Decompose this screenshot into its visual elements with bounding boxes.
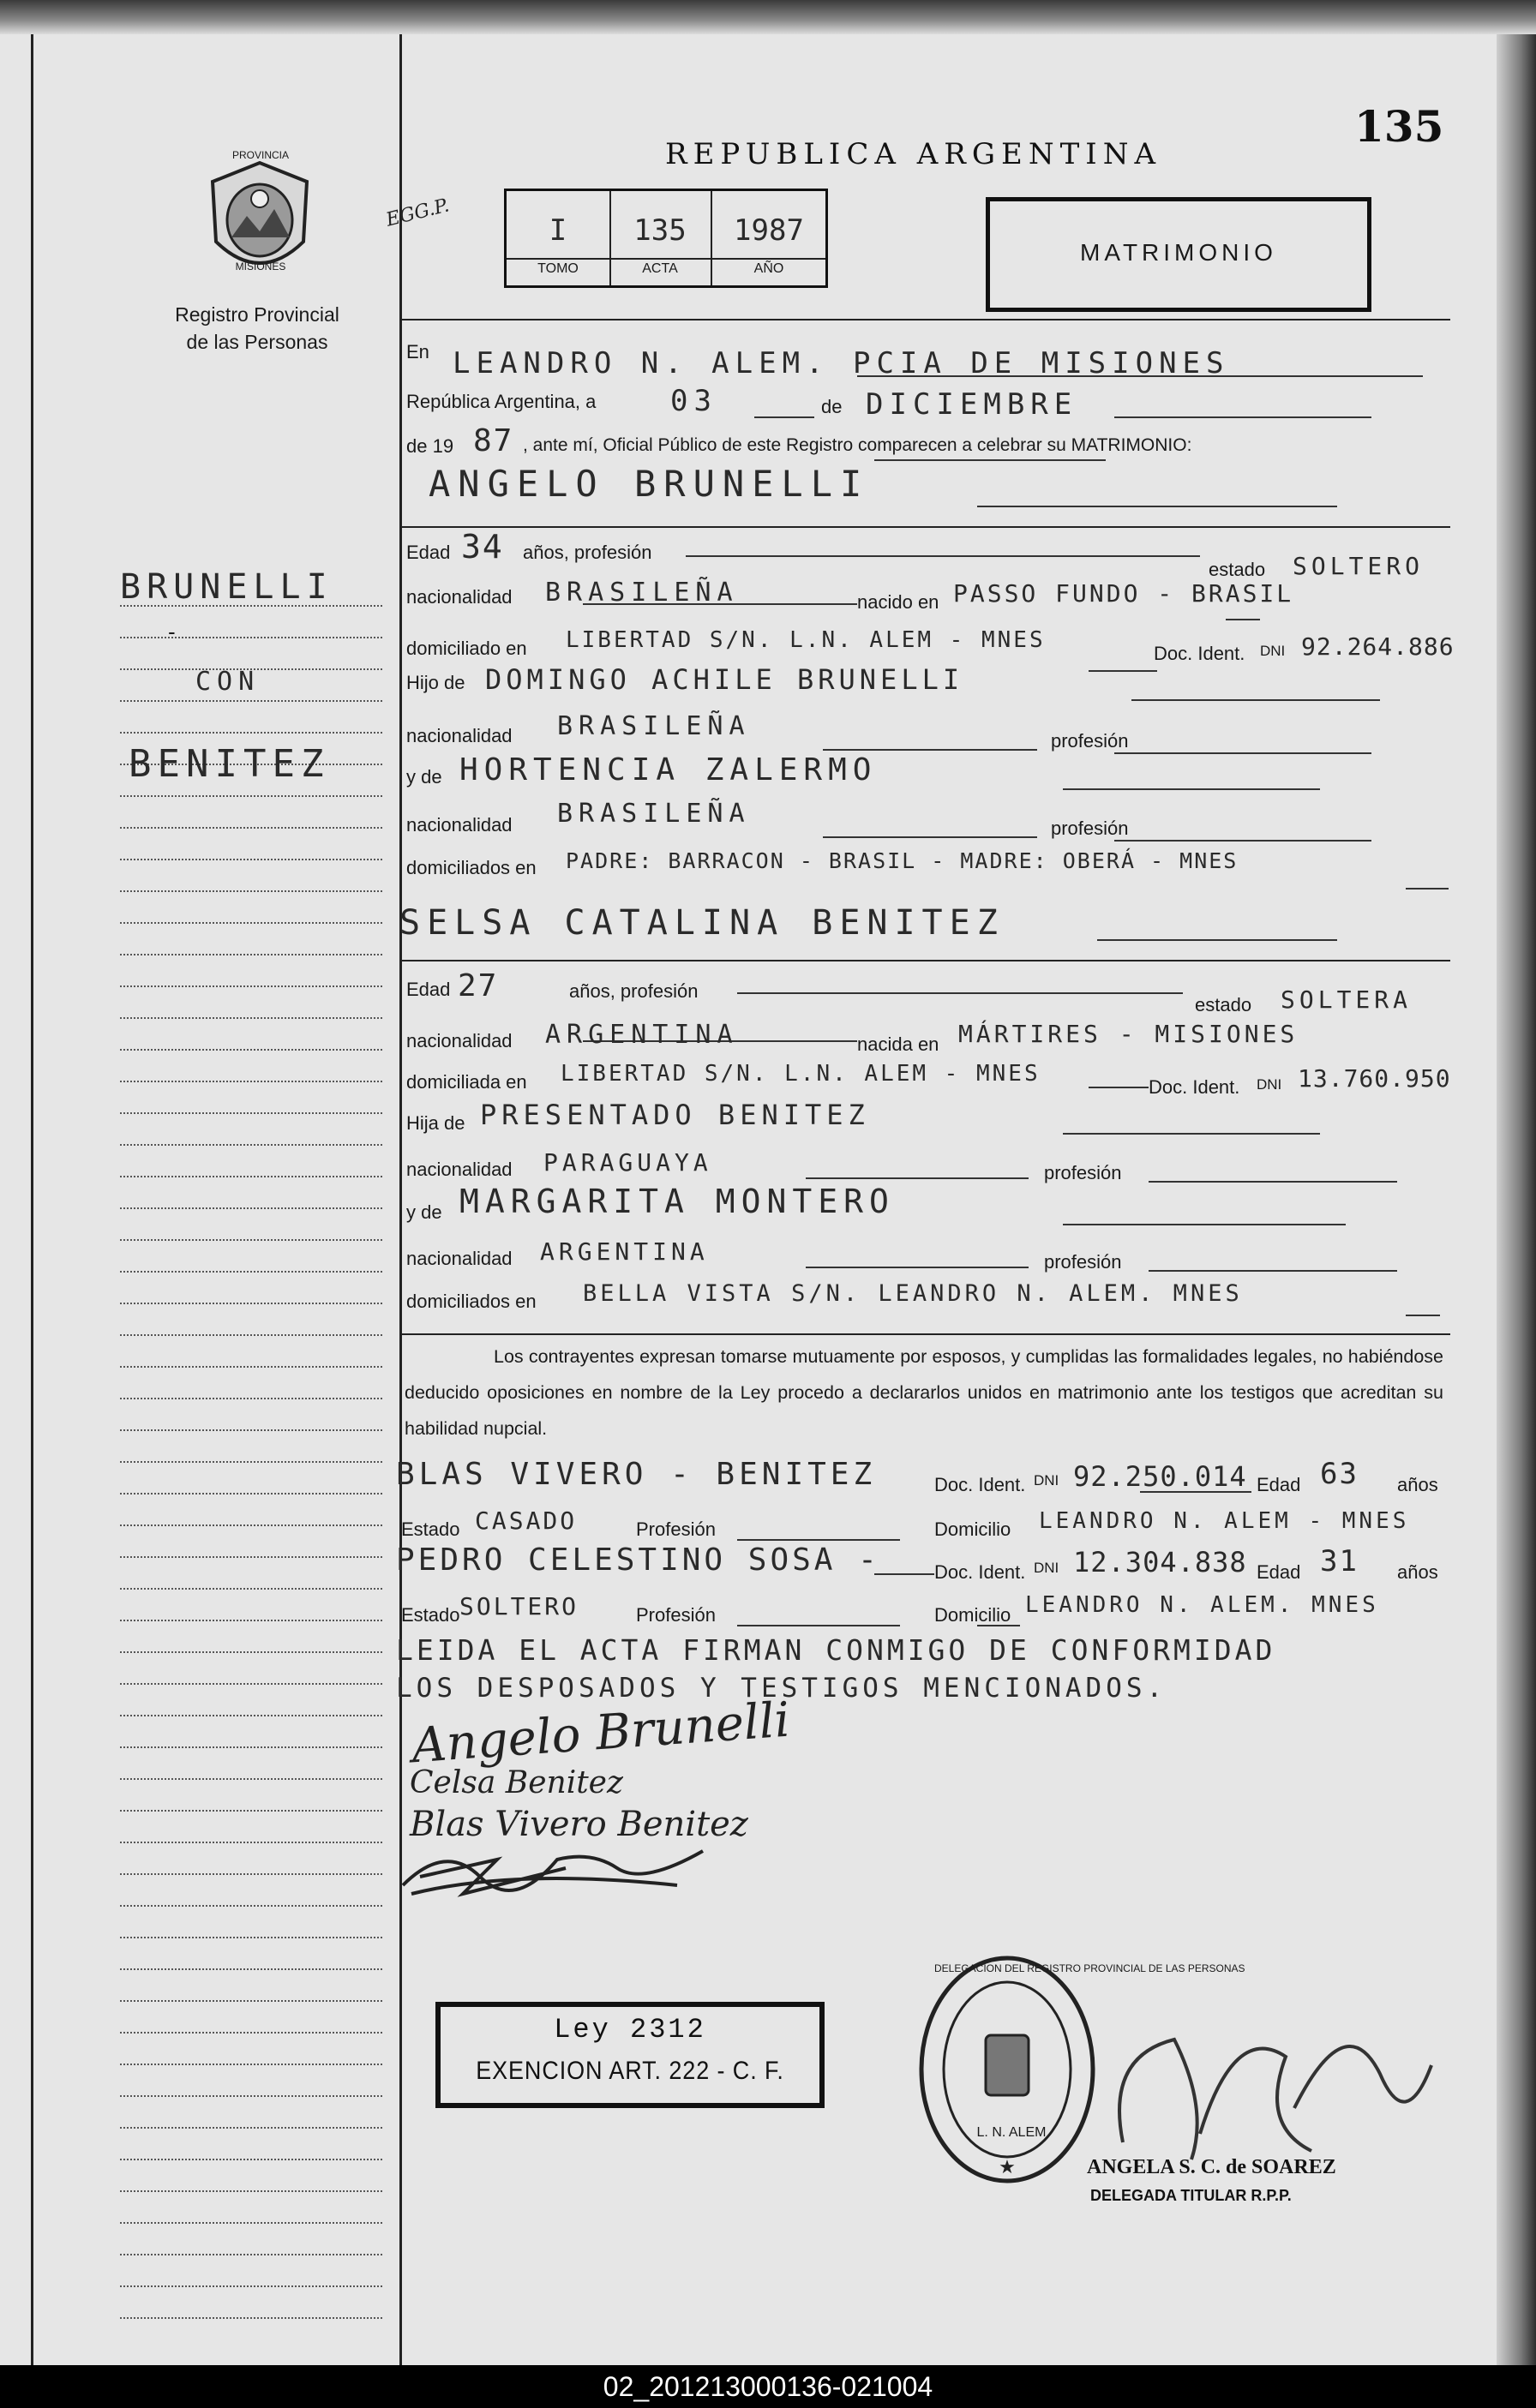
bride-yde-label: y de [406, 1201, 442, 1223]
groom-madre-profesion-label: profesión [1051, 818, 1129, 839]
groom-nacionalidad-label: nacionalidad [406, 586, 513, 608]
bride-padre-nac-label: nacionalidad [406, 1159, 513, 1180]
bride-doc-label: Doc. Ident. [1149, 1076, 1240, 1098]
form-underline [874, 1573, 934, 1575]
country-header: REPUBLICA ARGENTINA [665, 137, 1162, 171]
seal-bottom-text: MISIONES [235, 261, 286, 273]
witness1-domicilio-label: Domicilio [934, 1518, 1011, 1540]
bride-edad-label: Edad [406, 979, 451, 1000]
signature-bride: Celsa Benitez [410, 1765, 623, 1800]
form-underline [874, 459, 1106, 461]
ledger-line [120, 1968, 382, 1970]
groom-name: ANGELO BRUNELLI [429, 463, 870, 505]
groom-domiciliado-label: domiciliado en [406, 638, 527, 659]
bride-padres-domicilio: BELLA VISTA S/N. LEANDRO N. ALEM. MNES [583, 1280, 1243, 1307]
form-underline [1063, 1224, 1346, 1225]
ledger-line [120, 1334, 382, 1336]
form-underline [977, 506, 1337, 507]
ledger-line [120, 700, 382, 702]
ledger-line [120, 890, 382, 892]
bride-hija-label: Hija de [406, 1112, 465, 1134]
month-value: DICIEMBRE [866, 387, 1078, 422]
witness2-anos-label: años [1397, 1561, 1438, 1583]
header-divider [399, 319, 1450, 320]
witness1-edad-label: Edad [1257, 1474, 1301, 1495]
witness1-doc: 92.250.014 [1073, 1460, 1247, 1493]
bride-nacida-label: nacida en [857, 1033, 939, 1055]
ledger-line [120, 1620, 382, 1621]
bride-nacida-en: MÁRTIRES - MISIONES [958, 1020, 1299, 1048]
bride-domicilio: LIBERTAD S/N. L.N. ALEM - MNES [561, 1061, 1041, 1087]
ledger-line [120, 1524, 382, 1526]
ledger-line [120, 2032, 382, 2034]
en-label: En [406, 341, 429, 362]
form-underline [1114, 416, 1371, 418]
groom-padre-nac: BRASILEÑA [557, 711, 751, 741]
witness2-estado-label: Estado [401, 1604, 460, 1626]
groom-divider [399, 960, 1450, 961]
ledger-line [120, 1810, 382, 1812]
form-underline [806, 1177, 1029, 1179]
groom-doc-label: Doc. Ident. [1154, 643, 1245, 664]
margin-bride-surname: BENITEZ [129, 742, 330, 786]
ledger-line [120, 954, 382, 955]
bride-padre-profesion-label: profesión [1044, 1162, 1122, 1183]
svg-text:★: ★ [999, 2156, 1016, 2177]
year-value: 87 [473, 423, 514, 458]
witness2-estado: SOLTERO [459, 1592, 579, 1620]
witness2-edad-label: Edad [1257, 1561, 1301, 1583]
ledger-line [120, 859, 382, 860]
witness2-age: 31 [1320, 1544, 1359, 1578]
form-underline [806, 1267, 1029, 1268]
groom-padres-domicilio: PADRE: BARRACON - BRASIL - MADRE: OBERÁ - MNES [566, 848, 1239, 873]
margin-groom-surname: BRUNELLI [120, 567, 333, 607]
witness2-doc-label: Doc. Ident. [934, 1561, 1026, 1583]
form-underline [1114, 840, 1371, 842]
form-underline [1226, 619, 1260, 620]
groom-madre: HORTENCIA ZALERMO [459, 752, 878, 788]
witness2-doc-type: DNI [1034, 1560, 1059, 1576]
registry-name-line2: de las Personas [186, 331, 328, 353]
ledger-line [120, 1778, 382, 1780]
bride-estado: SOLTERA [1281, 985, 1413, 1014]
ledger-line [120, 2317, 382, 2319]
witness1-estado-label: Estado [401, 1518, 460, 1540]
bride-name: SELSA CATALINA BENITEZ [399, 903, 1005, 943]
form-underline [737, 1539, 900, 1541]
tomo-value: I [549, 213, 567, 248]
groom-domiciliados-label: domiciliados en [406, 857, 537, 878]
round-seal-center: L. N. ALEM [976, 2125, 1047, 2140]
form-underline [823, 749, 1037, 751]
left-margin-line [31, 34, 33, 2365]
bride-madre-nac: ARGENTINA [540, 1237, 709, 1266]
intro-statement: , ante mí, Oficial Público de este Registro comparecen a celebrar su MATRIMONIO: [523, 435, 1192, 455]
ledger-line [120, 2285, 382, 2287]
ledger-line [120, 1905, 382, 1907]
groom-domicilio: LIBERTAD S/N. L.N. ALEM - MNES [566, 627, 1046, 653]
bride-nacionalidad-label: nacionalidad [406, 1030, 513, 1051]
bride-madre-profesion-label: profesión [1044, 1251, 1122, 1273]
ledger-line [120, 1271, 382, 1273]
page-number: 135 [1354, 101, 1444, 152]
witness1-name: BLAS VIVERO - BENITEZ [396, 1457, 877, 1492]
form-underline [1406, 888, 1449, 890]
bride-padre: PRESENTADO BENITEZ [480, 1099, 870, 1131]
ledger-line [120, 1398, 382, 1399]
ledger-line [120, 1937, 382, 1938]
scan-id-footer: 02_201213000136-021004 [0, 2365, 1536, 2408]
ledger-line [120, 1239, 382, 1241]
bride-madre-nac-label: nacionalidad [406, 1248, 513, 1269]
official-name: ANGELA S. C. de SOAREZ [1087, 2156, 1336, 2178]
tomo-label: TOMO [537, 261, 579, 276]
form-underline [737, 992, 1183, 994]
ledger-line [120, 827, 382, 829]
groom-anos-profesion-label: años, profesión [523, 542, 652, 563]
witness2-doc: 12.304.838 [1073, 1546, 1247, 1578]
ledger-line [120, 732, 382, 734]
witness2-domicilio-label: Domicilio [934, 1604, 1011, 1626]
column-divider [399, 34, 402, 2365]
registry-name-line1: Registro Provincial [175, 303, 339, 326]
ledger-line [120, 637, 382, 638]
bride-age: 27 [458, 968, 499, 1003]
form-underline [1097, 939, 1337, 941]
ledger-line [120, 2254, 382, 2255]
ledger-line [120, 1461, 382, 1463]
ledger-line [120, 2064, 382, 2065]
witness1-estado: CASADO [475, 1506, 578, 1535]
form-underline [1131, 699, 1380, 701]
ley-stamp [435, 2002, 825, 2108]
groom-estado-label: estado [1209, 559, 1266, 580]
margin-dash: - [168, 619, 176, 644]
de-label: de [821, 396, 843, 417]
ledger-line [120, 1746, 382, 1748]
form-underline [686, 555, 1200, 557]
ledger-line [120, 1144, 382, 1146]
form-underline [1406, 1315, 1440, 1316]
ledger-line [120, 2159, 382, 2160]
bride-padre-nac: PARAGUAYA [543, 1148, 712, 1177]
bride-estado-label: estado [1195, 994, 1252, 1015]
ley-line2: EXENCION ART. 222 - C. F. [476, 2057, 784, 2085]
ledger-line [120, 1683, 382, 1685]
form-underline [754, 416, 814, 418]
round-seal-ring-text: DELEGACION DEL REGISTRO PROVINCIAL DE LAS PERSONAS [934, 1962, 1245, 1974]
groom-padre-nac-label: nacionalidad [406, 725, 513, 746]
ledger-line [120, 1493, 382, 1495]
ledger-line [120, 1429, 382, 1431]
groom-estado: SOLTERO [1293, 552, 1425, 580]
ledger-line [120, 2190, 382, 2192]
ledger-line [120, 1715, 382, 1716]
form-underline [1149, 1270, 1397, 1272]
groom-nacido-label: nacido en [857, 591, 939, 613]
witness1-doc-label: Doc. Ident. [934, 1474, 1026, 1495]
groom-madre-nac-label: nacionalidad [406, 814, 513, 836]
ano-value: 1987 [734, 213, 804, 248]
official-title: DELEGADA TITULAR R.P.P. [1090, 2187, 1292, 2204]
form-underline [1063, 788, 1320, 790]
groom-nacionalidad: BRASILEÑA [545, 578, 739, 608]
signature-groom: Angelo Brunelli [410, 1692, 792, 1775]
ledger-line [120, 1588, 382, 1590]
form-underline [1114, 752, 1371, 754]
initials-note: EGG.P. [384, 195, 452, 231]
witness2-profesion-label: Profesión [636, 1604, 716, 1626]
acta-value: 135 [633, 213, 687, 248]
groom-nacido-en: PASSO FUNDO - BRASIL [953, 579, 1294, 608]
signature-witness2-scribble [394, 1834, 720, 1902]
ledger-line [120, 1049, 382, 1051]
ledger-line [120, 2222, 382, 2224]
groom-padre: DOMINGO ACHILE BRUNELLI [485, 663, 964, 696]
bride-doc-type: DNI [1257, 1076, 1282, 1093]
ledger-line [120, 2095, 382, 2097]
bride-nacionalidad: ARGENTINA [545, 1020, 739, 1050]
signature-witness1: Blas Vivero Benitez [410, 1805, 748, 1844]
bride-madre: MARGARITA MONTERO [459, 1183, 895, 1220]
bride-anos-profesion-label: años, profesión [569, 980, 699, 1002]
ledger-line [120, 795, 382, 797]
seal-top-text: PROVINCIA [231, 149, 289, 161]
bride-domiciliados-label: domiciliados en [406, 1291, 537, 1312]
declaration-text: Los contrayentes expresan tomarse mutuamente por esposos, y cumplidas las formalidades legales, no habiéndose deducido oposiciones en nombre de la Ley procedo a declararlos unidos en matrimonio ante los testigos que acreditan su habilidad nupcial. [405, 1346, 1443, 1439]
ledger-line [120, 1651, 382, 1653]
form-underline [1089, 670, 1157, 672]
ledger-line [120, 1873, 382, 1875]
form-underline [1089, 1087, 1149, 1088]
witness2-name: PEDRO CELESTINO SOSA - [396, 1542, 880, 1578]
place-value: LEANDRO N. ALEM. PCIA DE MISIONES [453, 346, 1230, 380]
ledger-line [120, 2000, 382, 2002]
bride-divider [399, 1333, 1450, 1335]
republic-label: República Argentina, a [406, 391, 597, 412]
closing-line-1: LEIDA EL ACTA FIRMAN CONMIGO DE CONFORMIDAD [396, 1633, 1276, 1667]
form-underline [1063, 1133, 1320, 1135]
margin-con: CON [195, 667, 261, 697]
official-signature-scribble [1071, 2005, 1449, 2177]
form-underline [737, 1625, 900, 1626]
record-box [504, 189, 828, 288]
witness1-profesion-label: Profesión [636, 1518, 716, 1540]
witness2-domicilio: LEANDRO N. ALEM. MNES [1025, 1592, 1379, 1618]
witness1-doc-type: DNI [1034, 1472, 1059, 1489]
ledger-line [120, 1303, 382, 1304]
ledger-line [120, 1017, 382, 1019]
closing-line-2: LOS DESPOSADOS Y TESTIGOS MENCIONADOS. [396, 1673, 1167, 1704]
ledger-line [120, 985, 382, 987]
bride-doc: 13.760.950 [1298, 1064, 1451, 1093]
ledger-line [120, 1081, 382, 1082]
groom-edad-label: Edad [406, 542, 451, 563]
ledger-line [120, 1842, 382, 1843]
form-underline [1149, 1181, 1397, 1183]
witness1-domicilio: LEANDRO N. ALEM - MNES [1039, 1508, 1410, 1534]
bride-domiciliada-label: domiciliada en [406, 1071, 527, 1093]
groom-hijo-label: Hijo de [406, 672, 465, 693]
intro-divider [399, 526, 1450, 528]
ledger-line [120, 1176, 382, 1177]
day-value: 03 [670, 384, 717, 418]
ledger-line [120, 1112, 382, 1114]
ledger-line [120, 2127, 382, 2129]
groom-padre-profesion-label: profesión [1051, 730, 1129, 752]
form-underline [823, 836, 1037, 838]
ley-line1: Ley 2312 [554, 2014, 706, 2046]
witness1-age: 63 [1320, 1457, 1359, 1491]
acta-label: ACTA [642, 261, 678, 276]
ledger-line [120, 1366, 382, 1368]
groom-doc: 92.264.886 [1301, 632, 1455, 661]
ledger-line [120, 1207, 382, 1209]
book-top-edge [0, 0, 1536, 34]
witness1-anos-label: años [1397, 1474, 1438, 1495]
year-prefix: de 19 [406, 435, 454, 457]
book-right-edge [1497, 34, 1536, 2365]
ledger-line [120, 922, 382, 924]
groom-yde-label: y de [406, 766, 442, 788]
ano-label: AÑO [753, 261, 784, 276]
groom-madre-nac: BRASILEÑA [557, 799, 751, 829]
groom-age: 34 [461, 528, 504, 566]
groom-doc-type: DNI [1260, 643, 1286, 659]
ledger-line [120, 1556, 382, 1558]
record-type-box [986, 197, 1371, 312]
record-type: MATRIMONIO [1080, 239, 1277, 266]
